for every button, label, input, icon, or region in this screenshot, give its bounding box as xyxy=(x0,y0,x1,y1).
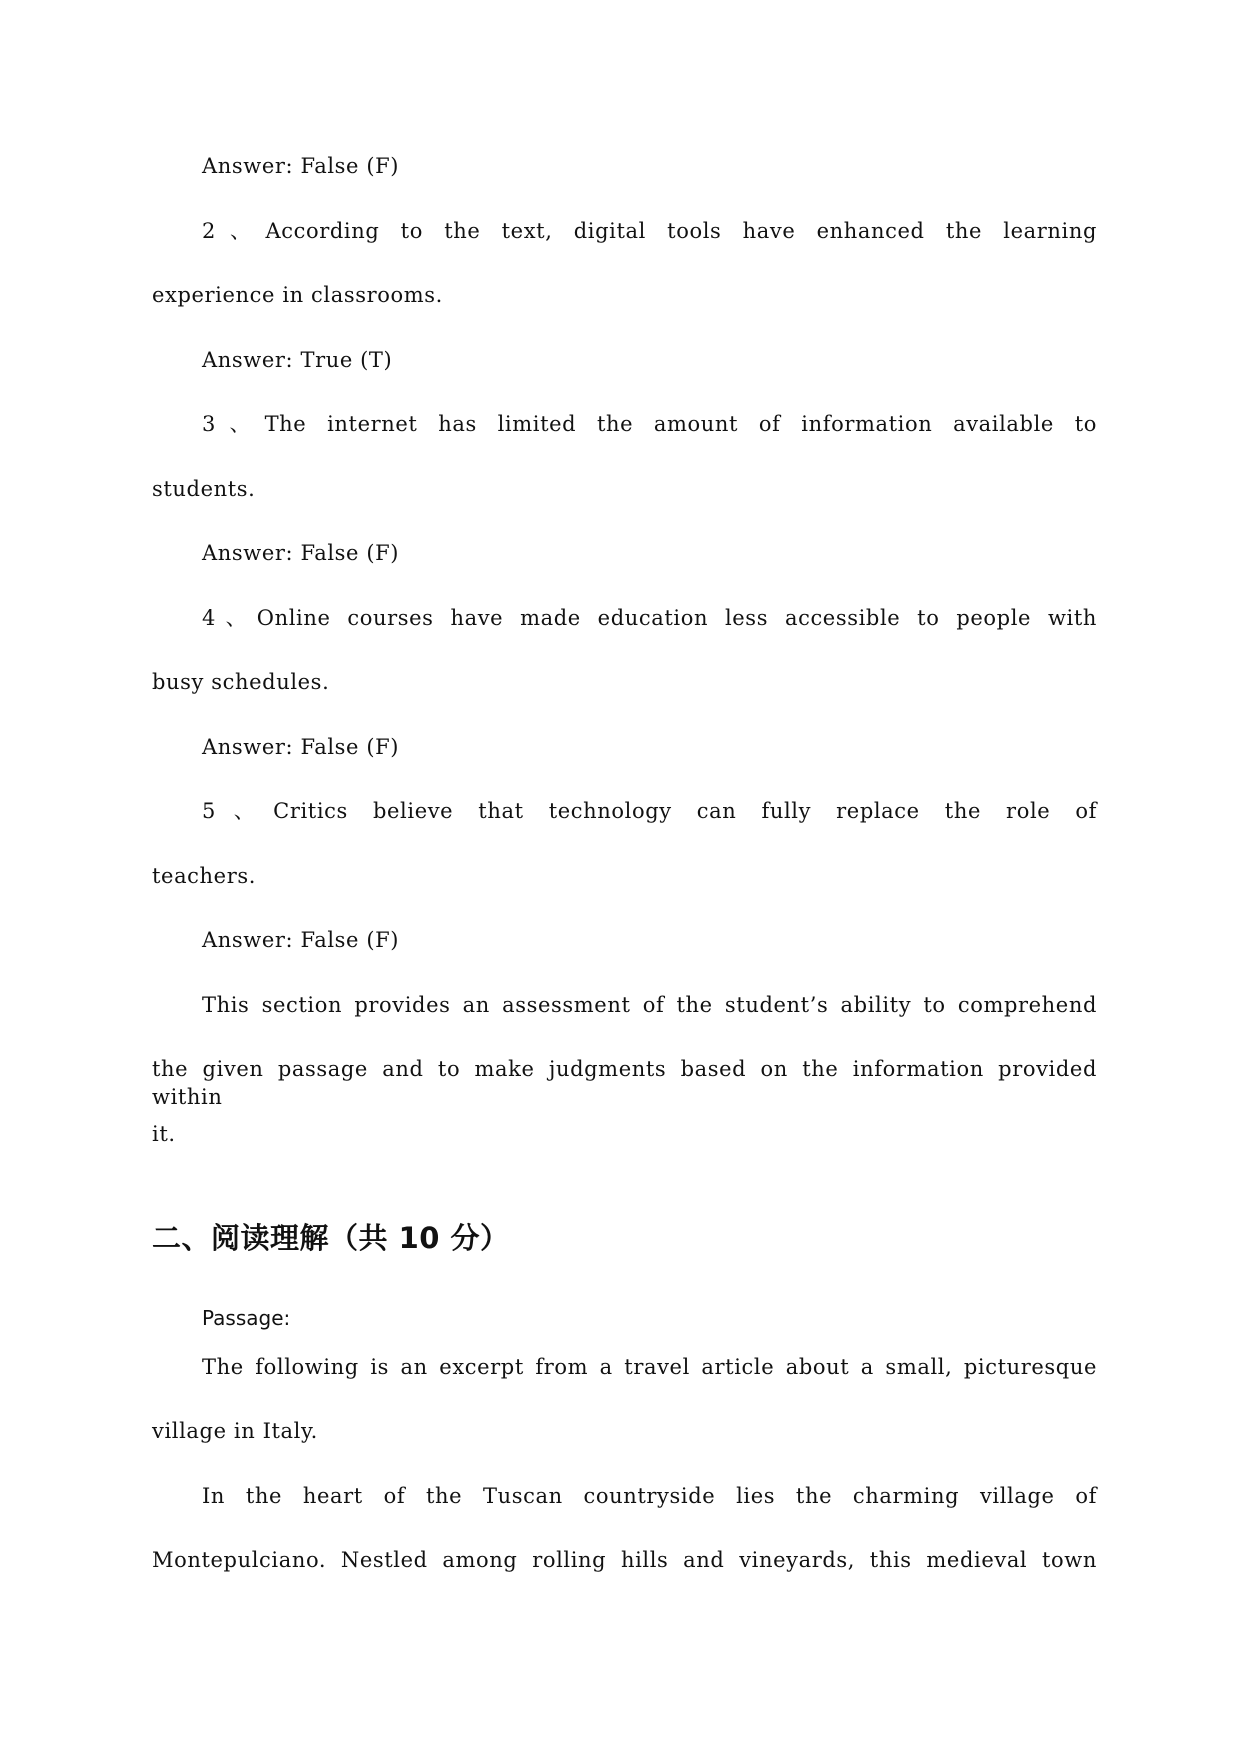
q4-text-line1: 4、Online courses have made education less accessible to people with xyxy=(202,606,1097,630)
q4-text-line2: busy schedules. xyxy=(152,670,330,694)
passage-para-line1: In the heart of the Tuscan countryside lies the charming village of xyxy=(202,1484,1097,1508)
q2-text-line1: 2、According to the text, digital tools have enhanced the learning xyxy=(202,219,1097,243)
q3-answer: Answer: False (F) xyxy=(202,541,400,565)
q2-answer: Answer: True (T) xyxy=(202,348,393,372)
passage-para-line2: Montepulciano. Nestled among rolling hills and vineyards, this medieval town xyxy=(152,1548,1097,1572)
q5-answer: Answer: False (F) xyxy=(202,928,400,952)
summary-line2: the given passage and to make judgments based on the information provided within xyxy=(152,1057,1097,1109)
passage-intro-line2: village in Italy. xyxy=(152,1419,318,1443)
q3-text-line1: 3、The internet has limited the amount of information available to xyxy=(202,412,1097,436)
q5-text-line2: teachers. xyxy=(152,864,256,888)
summary-line3: it. xyxy=(152,1122,176,1146)
q5-text-line1: 5、Critics believe that technology can fully replace the role of xyxy=(202,799,1097,823)
q3-text-line2: students. xyxy=(152,477,256,501)
section-heading: 二、阅读理解（共 10 分） xyxy=(152,1221,510,1255)
passage-label: Passage: xyxy=(202,1306,291,1330)
q1-answer: Answer: False (F) xyxy=(202,154,400,178)
passage-intro-line1: The following is an excerpt from a travel article about a small, picturesque xyxy=(202,1355,1097,1379)
summary-line1: This section provides an assessment of the student’s ability to comprehend xyxy=(202,993,1097,1017)
q4-answer: Answer: False (F) xyxy=(202,735,400,759)
q2-text-line2: experience in classrooms. xyxy=(152,283,443,307)
